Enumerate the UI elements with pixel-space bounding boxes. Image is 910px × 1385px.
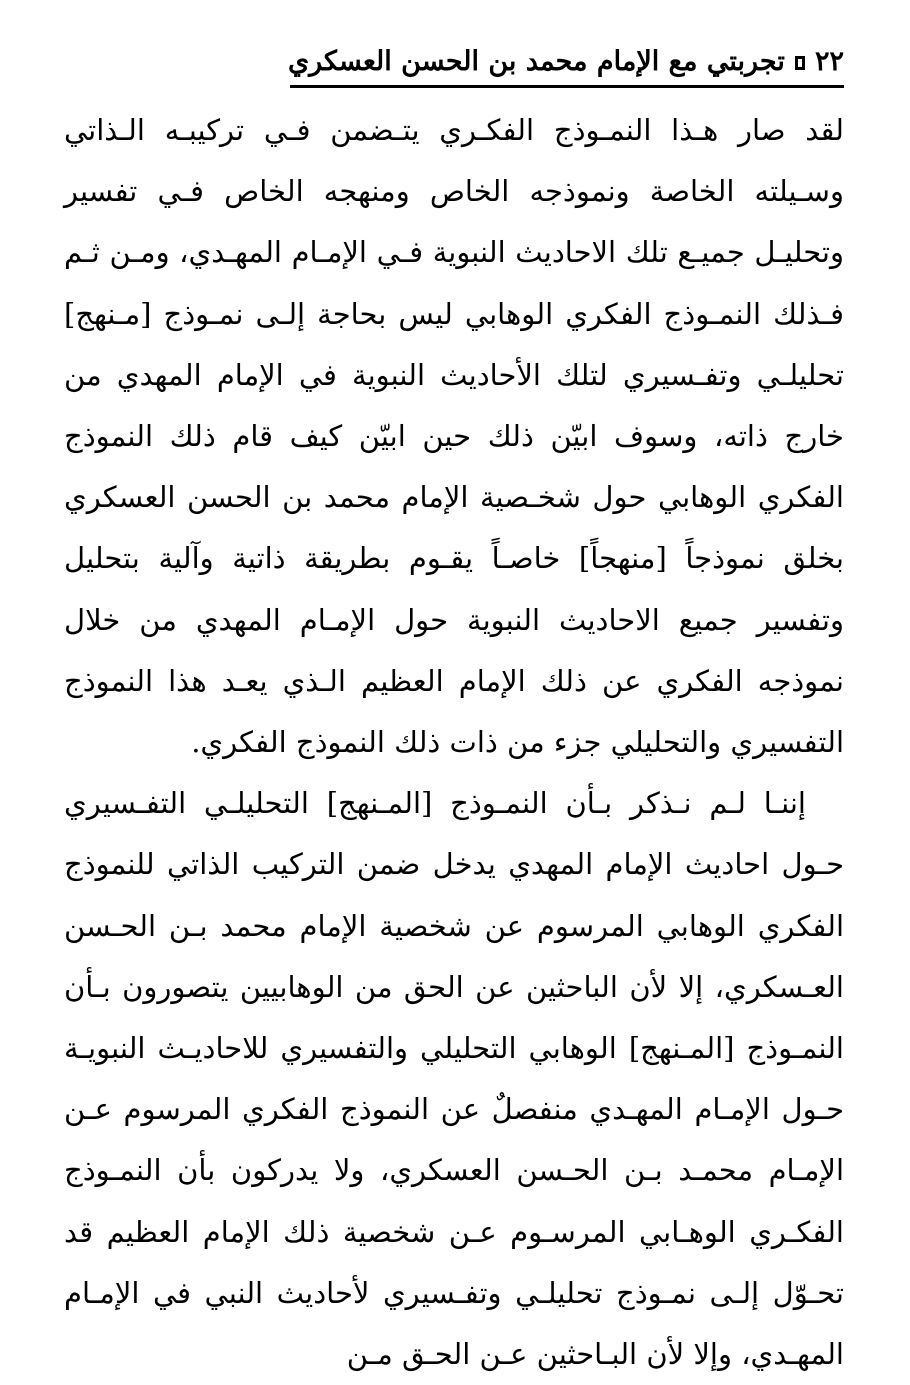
body-text <box>64 100 844 1385</box>
square-box-icon <box>795 56 805 70</box>
page-header <box>288 38 844 84</box>
paragraph-1: لقد صار هـذا النمـوذج الفكـري يتـضمن فـي تركيبـه الـذاتي وسـيلته الخاصة ونموذجه الخاص ومنهجه الخاص فـي تفسير وتحليـل جميـع تلك الاحاديث النبوية فـي الإمـام المهـدي، ومـن ثـم فـذلك النمـوذج الفكري الوهابي ليس بحاجة إلـى نمـوذج [مـنهج] تحليلـي وتفـسيري لتلك الأحاديث النبوية في الإمام المهدي من خارج ذاته، وسوف ابيّن ذلك حين ابيّن كيف قام ذلك النموذج الفكري الوهابي حول شخـصية الإمام محمد بن الحسن العسكري بخلق نموذجاً [منهجاً] خاصـاً يقـوم بطريقة ذاتية وآلية بتحليل وتفسير جميع الاحاديث النبوية حول الإمـام المهدي من خلال نموذجه الفكري عن ذلك الإمام العظيم الـذي يعـد هذا النموذج التفسيري والتحليلي جزء من ذات ذلك النموذج الفكري. <box>64 113 844 760</box>
running-title: تجربتي مع الإمام محمد بن الحسن العسكري <box>288 45 785 77</box>
header-divider <box>290 85 844 88</box>
page-number: ٢٢ <box>814 45 844 77</box>
paragraph-2: إننـا لـم نـذكر بـأن النمـوذج [المـنهج] التحليلـي التفـسيري حـول احاديث الإمام المهدي يدخل ضمن التركيب الذاتي للنموذج الفكري الوهابي المرسوم عن شخصية الإمام محمد بـن الحـسن العـسكري، إلا لأن الباحثين عن الحق من الوهابيين يتصورون بـأن النمـوذج [المـنهج] الوهابي التحليلي والتفسيري للاحاديـث النبويـة حـول الإمـام المهـدي منفصلٌ عن النموذج الفكري المرسوم عـن الإمـام محمـد بـن الحـسن العسكري، ولا يدركون بأن النمـوذج الفكـري الوهـابي المرسـوم عـن شخصية ذلك الإمام العظيم قد تحـوّل إلـى نمـوذج تحليلـي وتفـسيري لأحاديث النبي في الإمـام المهـدي، وإلا لأن البـاحثين عـن الحـق مـن <box>64 786 844 1372</box>
